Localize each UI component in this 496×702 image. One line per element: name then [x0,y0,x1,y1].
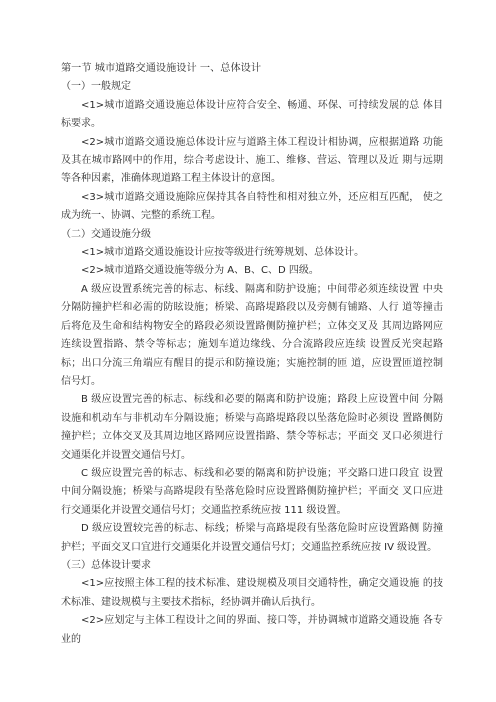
paragraph: <1>城市道路交通设施总体设计应符合安全、畅通、环保、可持续发展的总 体目标要求。 [61,99,443,130]
paragraph: <2>城市道路交通设施总体设计应与道路主体工程设计相协调，应根据道路 功能及其在城市路网中的作用，综合考虑设计、施工、维修、营运、管理以及近 期与远期等各种因素，准确体现道路工程主体设计的意图。 [61,136,443,185]
paragraph: <1>城市道路交通设施设计应按等级进行统筹规划、总体设计。 [81,247,365,259]
paragraph: <2>城市道路交通设施等级分为 A、B、C、D 四级。 [81,265,319,277]
paragraph: D 级应设置较完善的标志、标线；桥梁与高路堤段有坠落危险时应设置路侧 防撞护栏；平面交叉口宜进行交通渠化并设置交通信号灯；交通监控系统应按 IV 级设置。 [61,523,443,553]
document-page [61,60,443,649]
paragraph: C 级应设置完善的标志、标线和必要的隔离和防护设施；平交路口进口段宜 设置中间分隔设施；桥梁与高路堤段有坠落危险时应设置路侧防撞护栏；平面交 叉口应进行交通渠化并设置交通信号灯；交通监控系统应按 111 级设置。 [61,467,443,516]
paragraph: <1>应按照主体工程的技术标准、建设规模及项目交通特性，确定交通设施 的技术标准、建设规模与主要技术指标，经协调并确认后执行。 [61,578,443,608]
paragraph: <3>城市道路交通设施除应保持其各自特性和相对独立外，还应相互匹配， 使之成为统一、协调、完整的系统工程。 [61,191,443,222]
paragraph: A 级应设置系统完善的标志、标线、隔离和防护设施；中间带必须连续设置 中央分隔防撞护栏和必需的防眩设施；桥梁、高路堤路段以及旁侧有铺路、人行 道等撞击后将危及生命和结构物安全的路段必须设置路侧防撞护栏；立体交叉及 其周边路网应连续设置指路、禁令等标志；施划车道边缘线、分合流路段应连续 设置反光突起路标；出口分流三角端应有醒目的提示和防撞设施；实施控制的匝 道，应设置匝道控制信号灯。 [61,283,443,387]
section-title-grading: （二）交通设施分级 [61,228,151,240]
section-title-requirements: （三）总体设计要求 [61,559,151,571]
paragraph: <2>应划定与主体工程设计之间的界面、接口等，并协调城市道路交通设施 各专业的 [61,615,443,645]
document-heading: 第一节 城市道路交通设施设计 一、总体设计 [61,63,262,74]
section-title-general: （一）一般规定 [61,81,131,93]
paragraph: B 级应设置完善的标志、标线和必要的隔离和防护设施；路段上应设置中间 分隔设施和机动车与非机动车分隔设施；桥梁与高路堤路段以坠落危险时必须设 置路侧防撞护栏；立体交叉及其周边地区路网应设置指路、禁令等标志；平面交 叉口必须进行交通渠化并设置交通信号灯。 [61,394,443,461]
